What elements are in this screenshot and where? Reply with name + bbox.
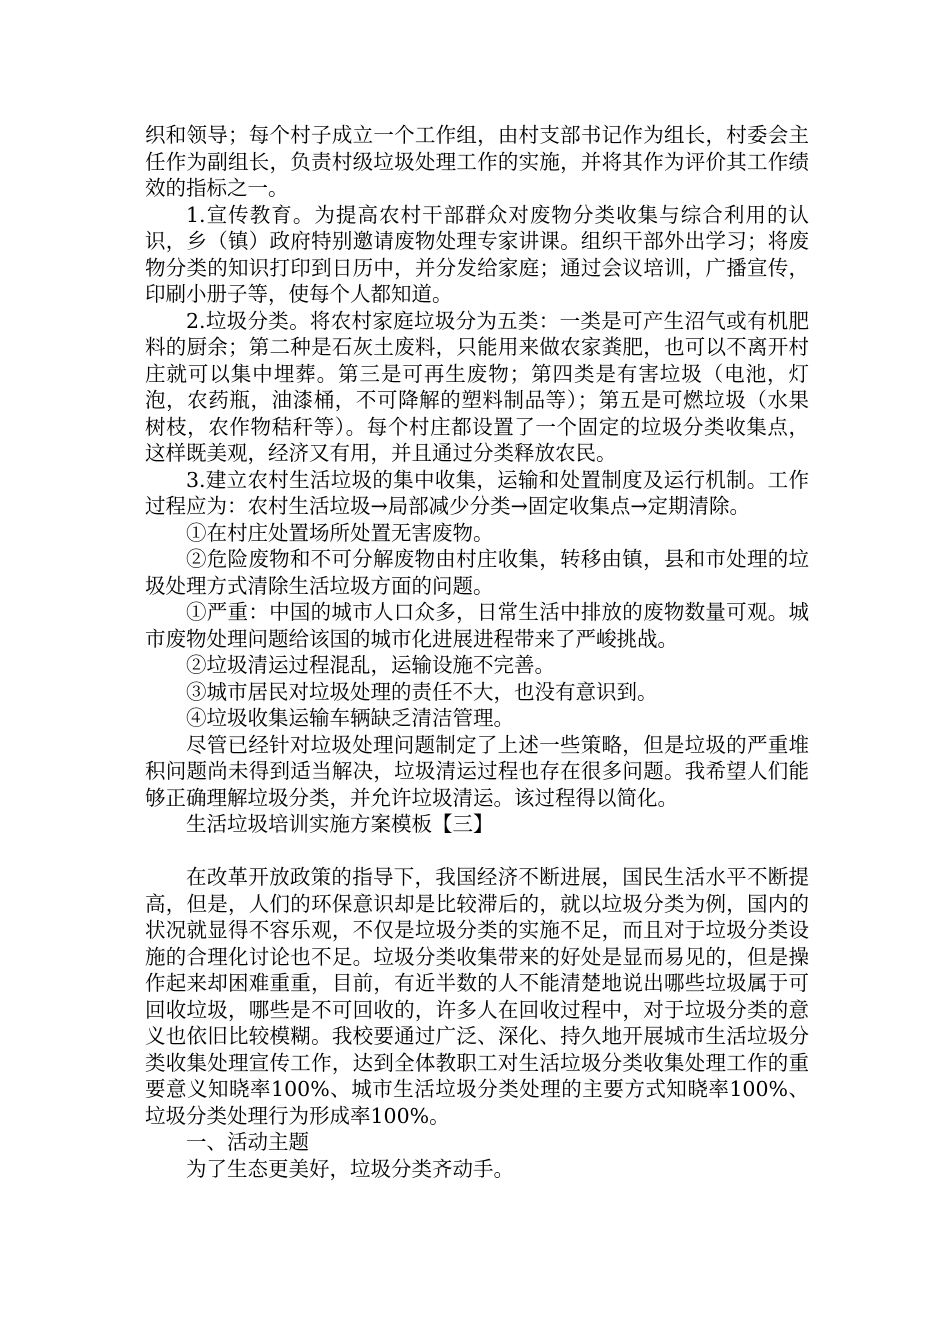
paragraph-introduction: 在改革开放政策的指导下，我国经济不断进展，国民生活水平不断提高，但是，人们的环保意识却是比较滞后的，就以垃圾分类为例，国内的状况就显得不容乐观，不仅是垃圾分类的实施不足，而且对于垃圾分类设施的合理化讨论也不足。垃圾分类收集带来的好处是显而易见的，但是操作起来却困难重重，目前，有近半数的人不能清楚地说出哪些垃圾属于可回收垃圾，哪些是不可回收的，许多人在回收过程中，对于垃圾分类的意义也依旧比较模糊。我校要通过广泛、深化、持久地开展城市生活垃圾分类收集处理宣传工作，达到全体教职工对生活垃圾分类收集处理工作的重要意义知晓率100%、城市生活垃圾分类处理的主要方式知晓率100%、垃圾分类处理行为形成率100%。 <box>145 865 809 1128</box>
paragraph-waste-classification: 2.垃圾分类。将农村家庭垃圾分为五类：一类是可产生沼气或有机肥料的厨余；第二种是石灰土废料，只能用来做农家粪肥，也可以不离开村庄就可以集中埋葬。第三是可再生废物；第四类是有害垃圾（电池，灯泡，农药瓶，油漆桶，不可降解的塑料制品等）；第五是可燃垃圾（水果树枝，农作物秸秆等）。每个村庄都设置了一个固定的垃圾分类收集点，这样既美观，经济又有用，并且通过分类释放农民。 <box>145 308 809 465</box>
paragraph-publicity-education: 1.宣传教育。为提高农村干部群众对废物分类收集与综合利用的认识，乡（镇）政府特别邀请废物处理专家讲课。组织干部外出学习；将废物分类的知识打印到日历中，并分发给家庭；通过会议培训，广播宣传，印刷小册子等，使每个人都知道。 <box>145 202 809 306</box>
list-item: ④垃圾收集运输车辆缺乏清洁管理。 <box>186 706 514 730</box>
subheading-activity-theme: 一、活动主题 <box>186 1130 309 1154</box>
list-item: ②危险废物和不可分解废物由村庄收集，转移由镇，县和市处理的垃圾处理方式清除生活垃圾方面的问题。 <box>145 547 809 598</box>
paragraph-collection-system: 3.建立农村生活垃圾的集中收集，运输和处置制度及运行机制。工作过程应为：农村生活垃圾→局部减少分类→固定收集点→定期清除。 <box>145 467 809 518</box>
document-page <box>145 122 809 1182</box>
list-item: ①在村庄处置场所处置无害废物。 <box>186 520 494 545</box>
list-item: ②垃圾清运过程混乱，运输设施不完善。 <box>186 653 555 677</box>
section-heading: 生活垃圾培训实施方案模板【三】 <box>186 812 494 836</box>
list-item: ③城市居民对垃圾处理的责任不大，也没有意识到。 <box>186 679 658 704</box>
paragraph-continued: 织和领导；每个村子成立一个工作组，由村支部书记作为组长，村委会主任作为副组长，负责村级垃圾处理工作的实施，并将其作为评价其工作绩效的指标之一。 <box>145 123 809 200</box>
paragraph-summary: 尽管已经针对垃圾处理问题制定了上述一些策略，但是垃圾的严重堆积问题尚未得到适当解决，垃圾清运过程也存在很多问题。我希望人们能够正确理解垃圾分类，并允许垃圾清运。该过程得以简化。 <box>145 732 809 810</box>
blank-line <box>145 838 809 865</box>
paragraph-theme-slogan: 为了生态更美好，垃圾分类齐动手。 <box>186 1156 514 1181</box>
list-item: ①严重：中国的城市人口众多，日常生活中排放的废物数量可观。城市废物处理问题给该国的城市化进展进程带来了严峻挑战。 <box>145 600 809 651</box>
